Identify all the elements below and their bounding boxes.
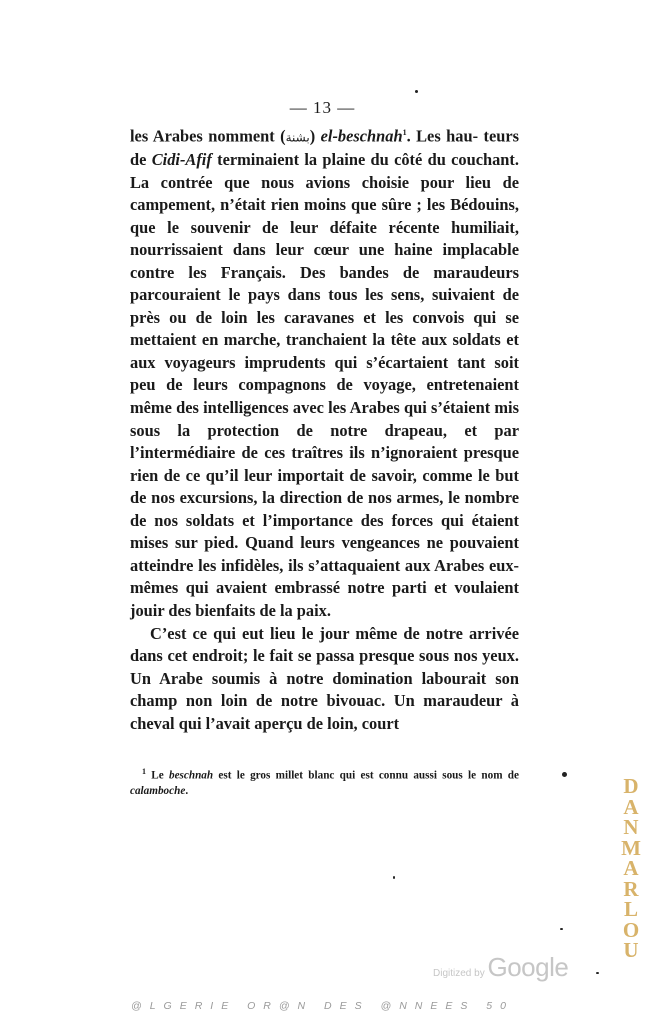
footnote-ref: 1: [402, 128, 407, 137]
scan-speck: [562, 772, 567, 777]
digitized-by-google: [433, 952, 568, 983]
para1-after-term: . Les hau-: [406, 126, 479, 146]
scan-speck: [560, 928, 563, 930]
footnote-end: .: [185, 784, 189, 797]
google-logo-text: Google: [487, 952, 569, 982]
place-cidi-afif: Cidi-Afif: [151, 150, 212, 170]
footnote-term-beschnah: beschnah: [168, 769, 214, 782]
side-stamp-letter: A: [623, 856, 639, 880]
para1-seg-1: teurs de: [130, 126, 519, 170]
side-stamp-letter: O: [622, 917, 640, 942]
para1-start: les Arabes nomment (: [130, 126, 286, 146]
side-stamp-danmarlou: [620, 776, 642, 961]
arabic-word: بشنة: [285, 130, 310, 145]
side-stamp-letter: L: [623, 897, 638, 921]
scan-speck: [596, 972, 599, 974]
side-stamp-letter: U: [623, 938, 639, 962]
side-stamp-letter: D: [623, 774, 639, 798]
footnote: [130, 764, 519, 799]
page-number: — 13 —: [289, 98, 356, 117]
scan-speck: [393, 876, 395, 879]
paragraph-2: C’est ce qui eut lieu le jour même de notre arrivée dans cet endroit; le fait se passa presque sous nos yeux. Un Arabe soumis à notre domination labourait son champ non loin de notre bivouac. Un maraudeur à cheval qui l’avait aperçu de loin, court: [130, 623, 519, 733]
body-text: [130, 122, 519, 735]
side-stamp-letter: R: [623, 876, 639, 901]
scan-speck: [415, 90, 418, 93]
footnote-middle: est le gros millet blanc qui est connu aussi sous le nom de: [213, 769, 519, 782]
footnote-term-calamboche: calamboche: [130, 784, 186, 797]
side-stamp-letter: N: [623, 815, 639, 839]
bottom-watermark: @LGERIE OR@N DES @NNEES 50: [131, 1000, 514, 1012]
para1-seg-2: terminaient la plaine du côté du couchant. La contrée que nous avions choisie pour lieu de campement, n’était rien moins que sûre ; les Bédouins, que le souvenir de leur défaite récente humiliait, nourrissaient dans leur cœur une haine implacable contre les Français. Des bandes de maraudeurs parcouraient le pays dans tous les sens, suivaient de près ou de loin les caravanes et les convois qui se mettaient en marche, tranchaient la tête aux soldats et aux voyageurs imprudents qui s’écartaient tant soit peu de leurs compagnons de voyage, entretenaient même des intelligences avec les Arabes qui s’étaient mis sous la protection de notre drapeau, et par l’intermédiaire de ces traîtres ils n’ignoraient presque rien de ce qu’il leur importait de savoir, comme le but de nos excursions, la direction de nos armes, le nombre de nos soldats et l’importance des forces qui étaient mises sur pied. Quand leurs vengeances ne pouvaient atteindre les infidèles, ils s’attaquaient aux Arabes eux-mêmes qui avaient embrassé notre parti et voulaient jouir des bienfaits de la paix.: [130, 150, 519, 620]
term-el-beschnah: el-beschnah: [320, 126, 403, 146]
digitized-by-label: Digitized by: [433, 968, 488, 979]
para1-close: ): [309, 126, 321, 146]
paragraph-1: [130, 122, 519, 623]
side-stamp-letter: M: [621, 835, 641, 860]
side-stamp-letter: A: [623, 794, 639, 819]
footnote-marker: 1: [142, 767, 146, 776]
footnote-lead: Le: [146, 769, 169, 782]
